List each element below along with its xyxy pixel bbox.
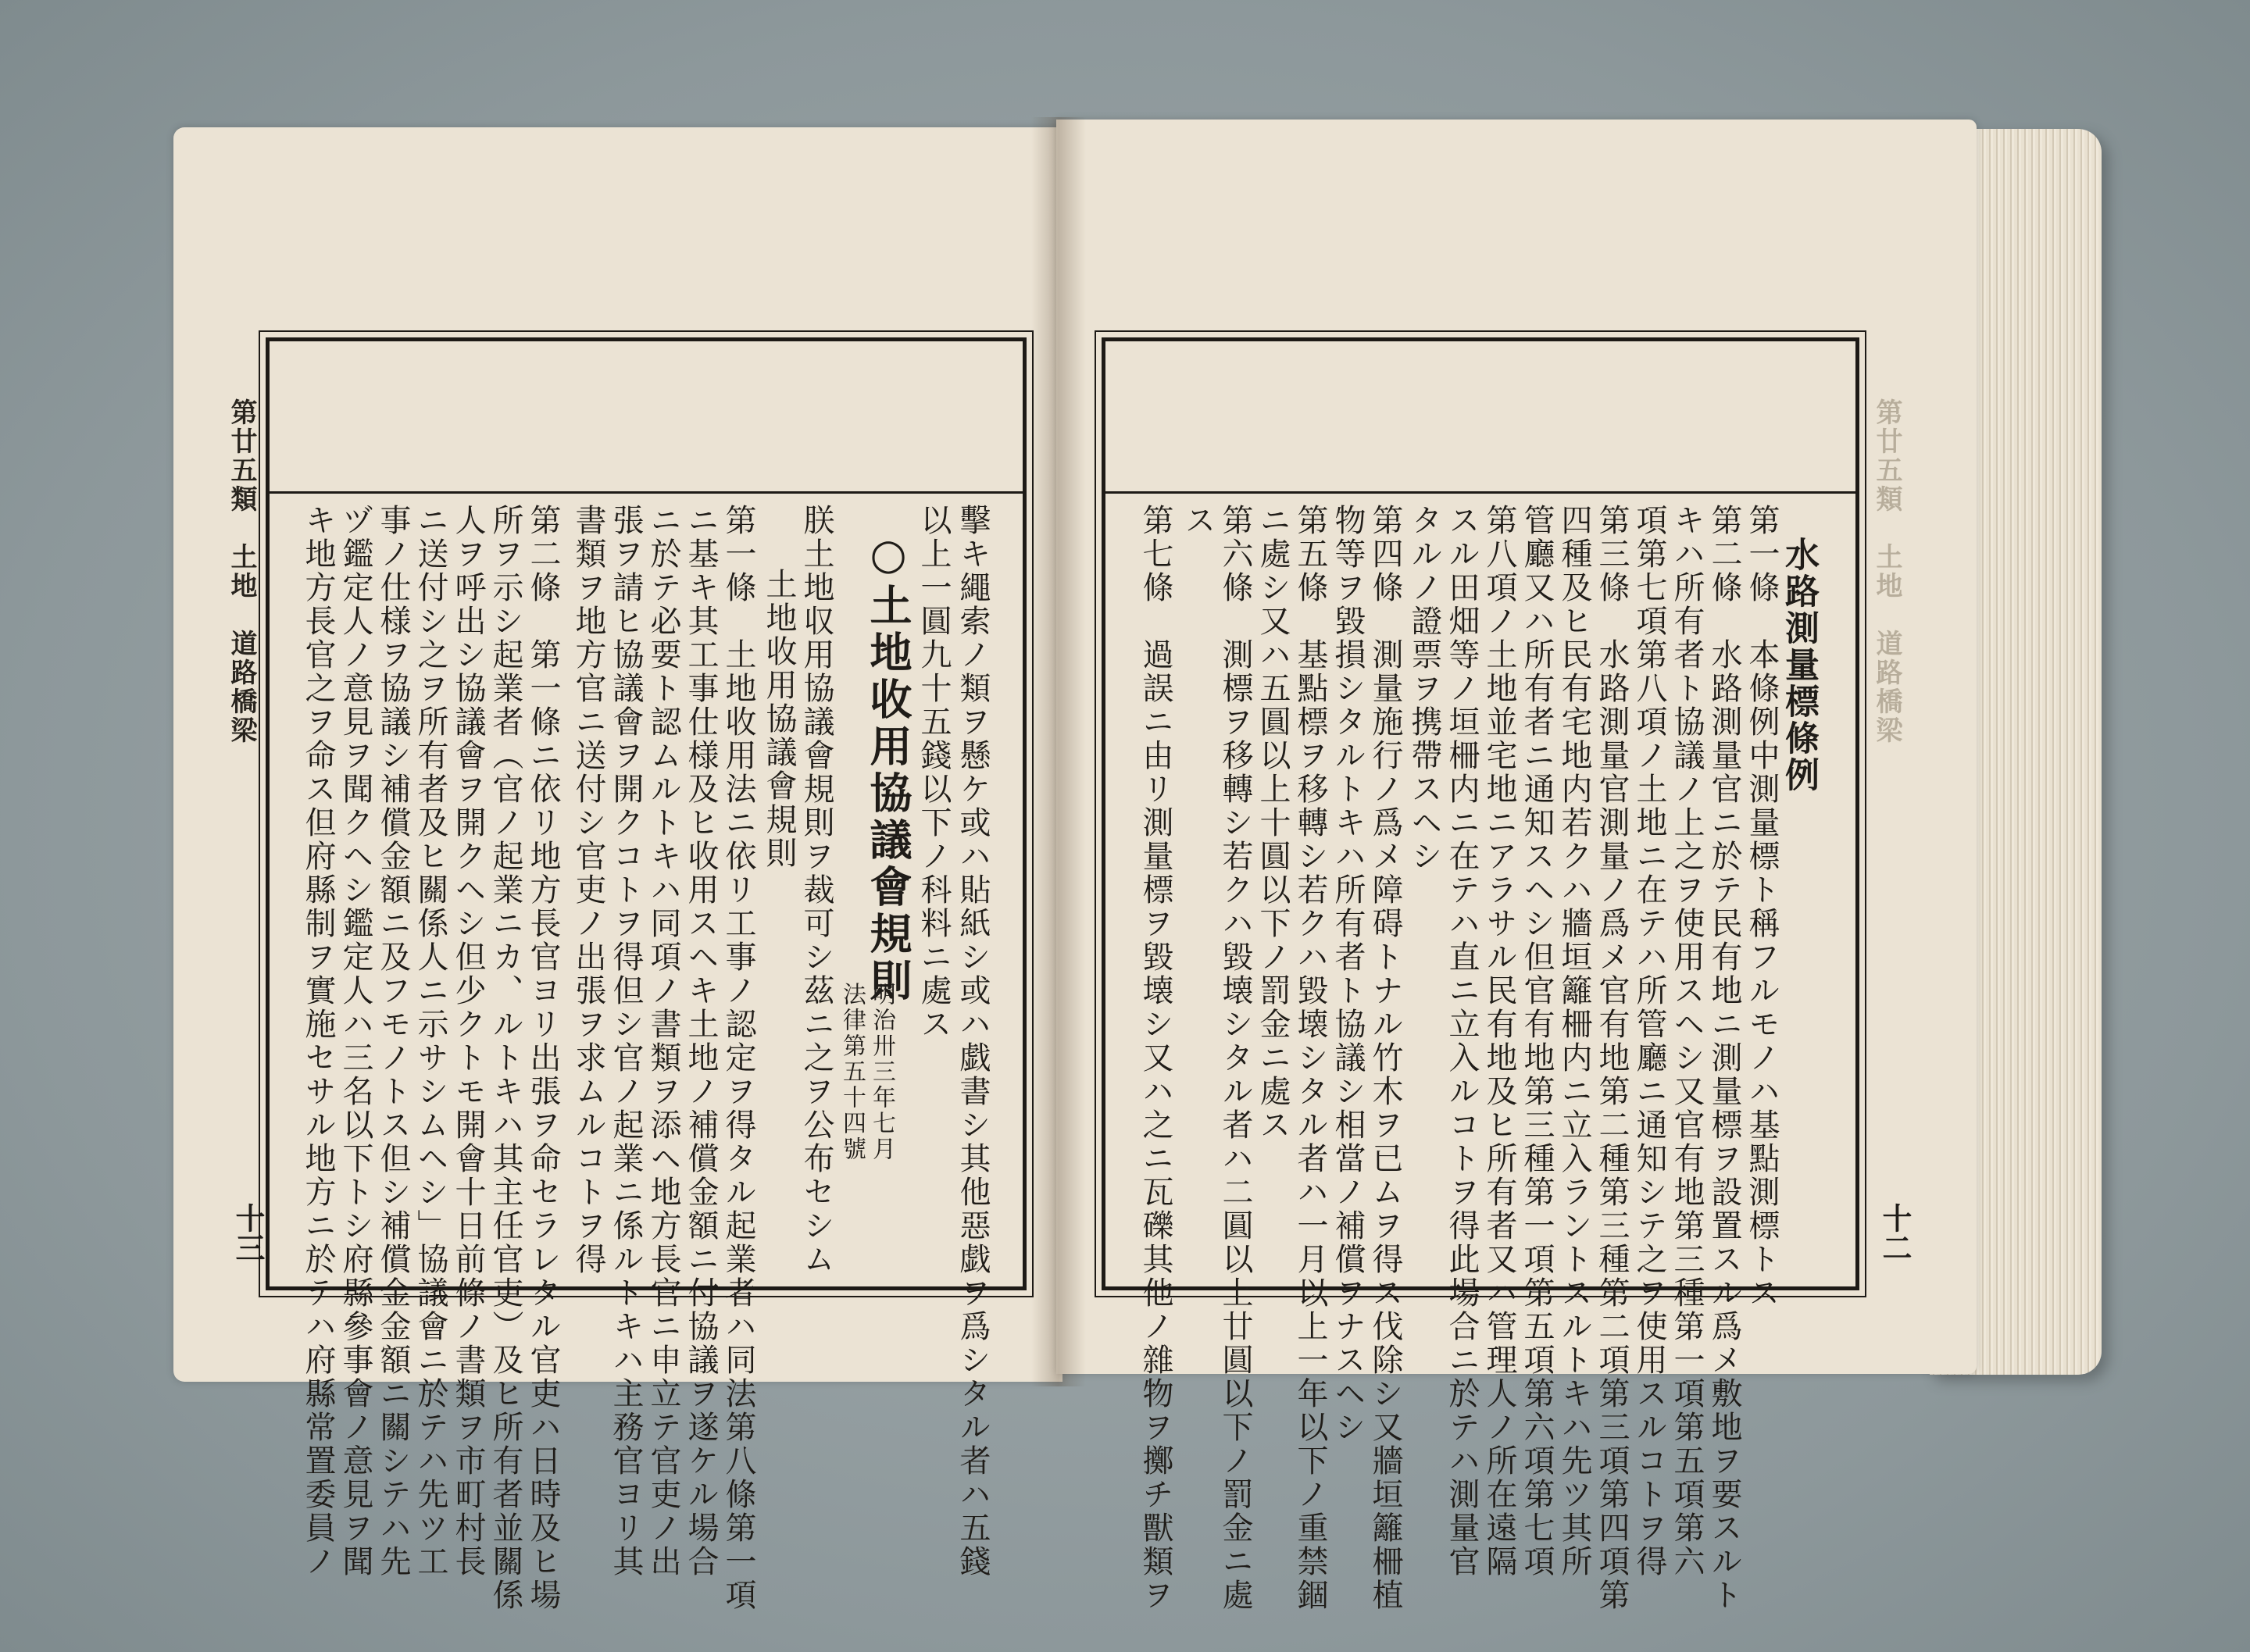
right-col-18: 第七條 過誤ニ由リ測量標ヲ毀壊シ又ハ之ニ瓦礫其他ノ雜物ヲ擲チ獸類ヲ: [1138, 504, 1173, 1612]
left-col-19: キ地方長官之ヲ命ス但府縣制ヲ實施セサル地方ニ於テハ府縣常置委員ノ: [300, 504, 336, 1579]
right-col-11: タルノ證票ヲ携帶スヘシ: [1406, 504, 1442, 873]
right-col-3: 第二條 水路測量官ニ於テ民有地ニ測量標ヲ設置スル爲メ敷地ヲ要スルト: [1706, 504, 1742, 1612]
left-col-9: ニ基キ其工事仕様及ヒ收用スヘキ土地ノ補償金額ニ付協議ヲ遂ケル場合: [683, 504, 719, 1579]
left-col-7: 土地收用協議會規則: [761, 568, 797, 870]
left-law-date: 明治卅三年七月: [868, 982, 895, 1162]
left-col-13: 第二條 第一條ニ依リ地方長官ヨリ出張ヲ命セラレタル官吏ハ日時及ヒ場: [525, 504, 561, 1612]
right-running-head: 第廿五類 土地 道路橋梁: [1871, 398, 1902, 745]
right-col-10: スル田畑等ノ垣柵内ニ在テハ直ニ立入ルコトヲ得此場合ニ於テハ測量官: [1444, 504, 1480, 1579]
right-col-5: 項第七項第八項ノ土地ニ在テハ所管廳ニ通知シテ之ヲ使用スルコトヲ得: [1631, 504, 1667, 1579]
left-law-number: 法律第五十四號: [838, 982, 866, 1162]
right-header-rule: [1105, 491, 1855, 494]
left-col-10: ニ於テ必要ト認ムルトキハ同項ノ書類ヲ添ヘ地方長官ニ申立テ官吏ノ出: [645, 504, 681, 1579]
right-col-17: ス: [1180, 504, 1216, 537]
right-col-6: 第三條 水路測量官測量ノ爲メ官有地第二種第三種第二項第三項第四項第: [1594, 504, 1630, 1612]
left-header-rule: [270, 491, 1023, 494]
left-text-frame: [266, 337, 1027, 1612]
left-col-15: 人ヲ呼出シ協議會ヲ開クヘシ但少クトモ開會十日前條ノ書類ヲ市町村長: [450, 504, 486, 1579]
right-col-4: キハ所有者ト協議ノ上之ヲ使用スヘシ又官有地第三種第一項第五項第六: [1669, 504, 1705, 1579]
right-col-2: 第一條 本條例中測量標ト稱フルモノハ基點測標トス: [1744, 504, 1780, 1310]
right-col-16: 第六條 測標ヲ移轉シ若クハ毀壊シタル者ハ二圓以上廿圓以下ノ罰金ニ處: [1217, 504, 1253, 1612]
left-running-head: 第廿五類 土地 道路橋梁: [226, 398, 257, 745]
right-col-9: 第八項ノ土地並宅地ニアラサル民有地及ヒ所有者又ハ管理人ノ所在遠隔: [1481, 504, 1517, 1579]
right-col-13: 物等ヲ毀損シタルトキハ所有者ト協議シ相當ノ補償ヲナスヘシ: [1330, 504, 1366, 1444]
right-col-12: 第四條 測量施行ノ爲メ障碍トナル竹木ヲ已ムヲ得ス伐除シ又牆垣籬柵植: [1367, 504, 1403, 1612]
left-page-number: 十三: [230, 1203, 266, 1262]
left-col-14: 所ヲ示シ起業者（官ノ起業ニカ、ルトキハ其主任官吏）及ヒ所有者並關係: [488, 504, 523, 1612]
left-col-12: 書類ヲ地方官ニ送付シ官吏ノ出張ヲ求ムルコトヲ得: [570, 504, 606, 1276]
right-page-number: 十二: [1877, 1203, 1912, 1262]
right-col-15: ニ處シ又ハ五圓以上十圓以下ノ罰金ニ處ス: [1255, 504, 1291, 1142]
left-col-16: ニ送付シ之ヲ所有者及ヒ關係人ニ示サシムヘシ」協議會ニ於テハ先ツ工: [412, 504, 448, 1579]
left-col-18: ヅ鑑定人ノ意見ヲ聞クヘシ鑑定人ハ三名以下トシ府縣參事會ノ意見ヲ聞: [338, 504, 373, 1579]
right-text-frame: [1102, 337, 1859, 1612]
left-col-17: 事ノ仕様ヲ協議シ補償金額ニ及フモノトス但シ補償金金額ニ關シテハ先: [375, 504, 411, 1579]
right-title: 水路測量標條例: [1779, 537, 1819, 794]
left-col-8: 第一條 土地收用法ニ依リ工事ノ認定ヲ得タル起業者ハ同法第八條第一項: [720, 504, 756, 1612]
left-law-title: ○土地收用協議會規則: [863, 529, 913, 1005]
left-col-11: 張ヲ請ヒ協議會ヲ開クコトヲ得但シ官ノ起業ニ係ルトキハ主務官ヨリ其: [608, 504, 644, 1579]
right-col-8: 管廳又ハ所有者ニ通知スヘシ但官有地第三種第一項第五項第六項第七項: [1519, 504, 1555, 1579]
left-col-1: 擊キ繩索ノ類ヲ懸ケ或ハ貼紙シ或ハ戯書シ其他惡戯ヲ爲シタル者ハ五錢: [955, 504, 991, 1579]
book-gutter: [1031, 117, 1086, 1386]
left-col-6: 朕土地収用協議會規則ヲ裁可シ茲ニ之ヲ公布セシム: [798, 504, 834, 1276]
right-col-14: 第五條 基點標ヲ移轉シ若クハ毀壊シタル者ハ一月以上一年以下ノ重禁錮: [1292, 504, 1328, 1612]
right-col-7: 四種及ヒ民有宅地内若クハ牆垣籬柵内ニ立入ラントスルトキハ先ツ其所: [1556, 504, 1592, 1579]
left-col-2: 以上一圓九十五錢以下ノ科料ニ處ス: [916, 504, 952, 1041]
